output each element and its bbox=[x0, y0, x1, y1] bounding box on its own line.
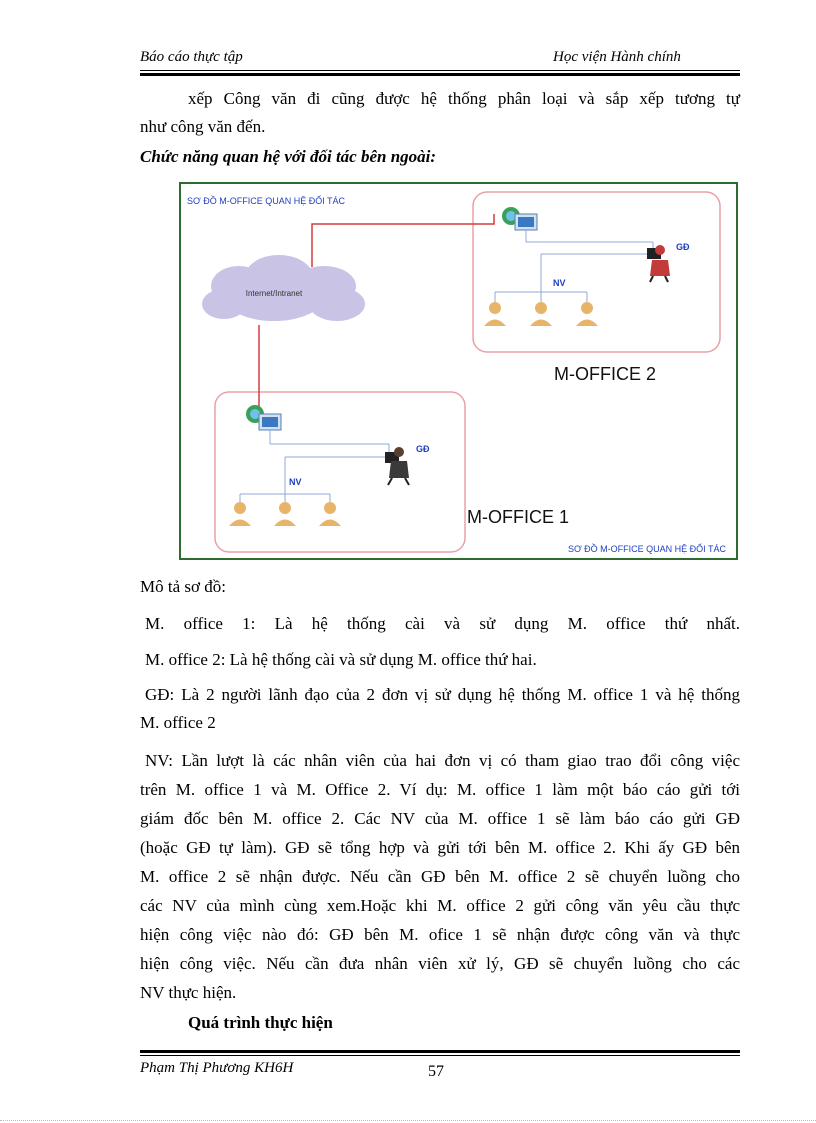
footer-author: Phạm Thị Phương KH6H bbox=[140, 1060, 294, 1076]
desc-nv-line: trên M. office 1 và M. Office 2. Ví dụ: M. office 1 làm một báo cáo gửi tới bbox=[140, 780, 740, 799]
desc-nv-line: NV: Lần lượt là các nhân viên của hai đơn vị có tham giao trao đổi công việc bbox=[145, 751, 740, 770]
cloud-label: Internet/Intranet bbox=[245, 289, 303, 298]
desc-office1: M. office 1: Là hệ thống cài và sử dụng M. office thứ nhất. bbox=[145, 614, 740, 633]
desc-nv-line: giám đốc bên M. office 2. Các NV của M. office 1 sẽ làm báo cáo gửi GĐ bbox=[140, 809, 740, 828]
header-right: Học viện Hành chính bbox=[553, 49, 681, 65]
header-left: Báo cáo thực tập bbox=[140, 49, 243, 65]
gd-label-office2: GĐ bbox=[676, 242, 690, 252]
footer-rule-thick bbox=[140, 1050, 740, 1053]
header-rule-thick bbox=[140, 73, 740, 76]
diagram-svg bbox=[179, 182, 738, 560]
section-heading: Chức năng quan hệ với đối tác bên ngoài: bbox=[140, 147, 437, 166]
desc-nv-line: M. office 2 sẽ nhận được. Nếu cần GĐ bên M. office 2 sẽ chuyển luồng cho bbox=[140, 867, 740, 886]
diagram-title-bottom: SƠ ĐỒ M-OFFICE QUAN HỆ ĐỐI TÁC bbox=[567, 544, 726, 554]
header-rule-thin bbox=[140, 70, 740, 71]
nv-label-office2: NV bbox=[553, 278, 566, 288]
desc-nv-line: (hoặc GĐ tự làm). GĐ sẽ tổng hợp và gửi tới bên M. office 2. Khi ấy GĐ bên bbox=[140, 838, 740, 857]
office1-label: M-OFFICE 1 bbox=[467, 507, 569, 527]
intro-line-1: xếp Công văn đi cũng được hệ thống phân loại và sắp xếp tương tự bbox=[188, 89, 740, 108]
desc-gd-line1: GĐ: Là 2 người lãnh đạo của 2 đơn vị sử dụng hệ thống M. office 1 và hệ thống bbox=[145, 685, 740, 704]
partner-diagram bbox=[179, 182, 738, 560]
footer-rule-thin bbox=[140, 1055, 740, 1056]
desc-nv-line: các NV của mình cùng xem.Hoặc khi M. office 2 gửi công văn yêu cầu thực bbox=[140, 896, 740, 915]
desc-gd-line2: M. office 2 bbox=[140, 713, 216, 732]
diagram-title-top: SƠ ĐỒ M-OFFICE QUAN HỆ ĐỐI TÁC bbox=[187, 196, 346, 206]
desc-nv-line: hiện công việc. Nếu cần đưa nhân viên xử lý, GĐ sẽ chuyển luồng cho các bbox=[140, 954, 740, 973]
gd-label-office1: GĐ bbox=[416, 444, 430, 454]
office2-label: M-OFFICE 2 bbox=[554, 364, 656, 384]
nv-label-office1: NV bbox=[289, 477, 302, 487]
intro-line-2: như công văn đến. bbox=[140, 117, 266, 136]
page-edge-divider bbox=[0, 1120, 816, 1121]
desc-office2: M. office 2: Là hệ thống cài và sử dụng M. office thứ hai. bbox=[145, 650, 537, 669]
page-number: 57 bbox=[428, 1063, 444, 1080]
desc-title: Mô tả sơ đồ: bbox=[140, 577, 226, 596]
desc-nv-line: hiện công việc nào đó: GĐ bên M. ofice 1 sẽ nhận được công văn và thực bbox=[140, 925, 740, 944]
process-heading: Quá trình thực hiện bbox=[188, 1013, 333, 1032]
desc-nv-line: NV thực hiện. bbox=[140, 983, 237, 1002]
